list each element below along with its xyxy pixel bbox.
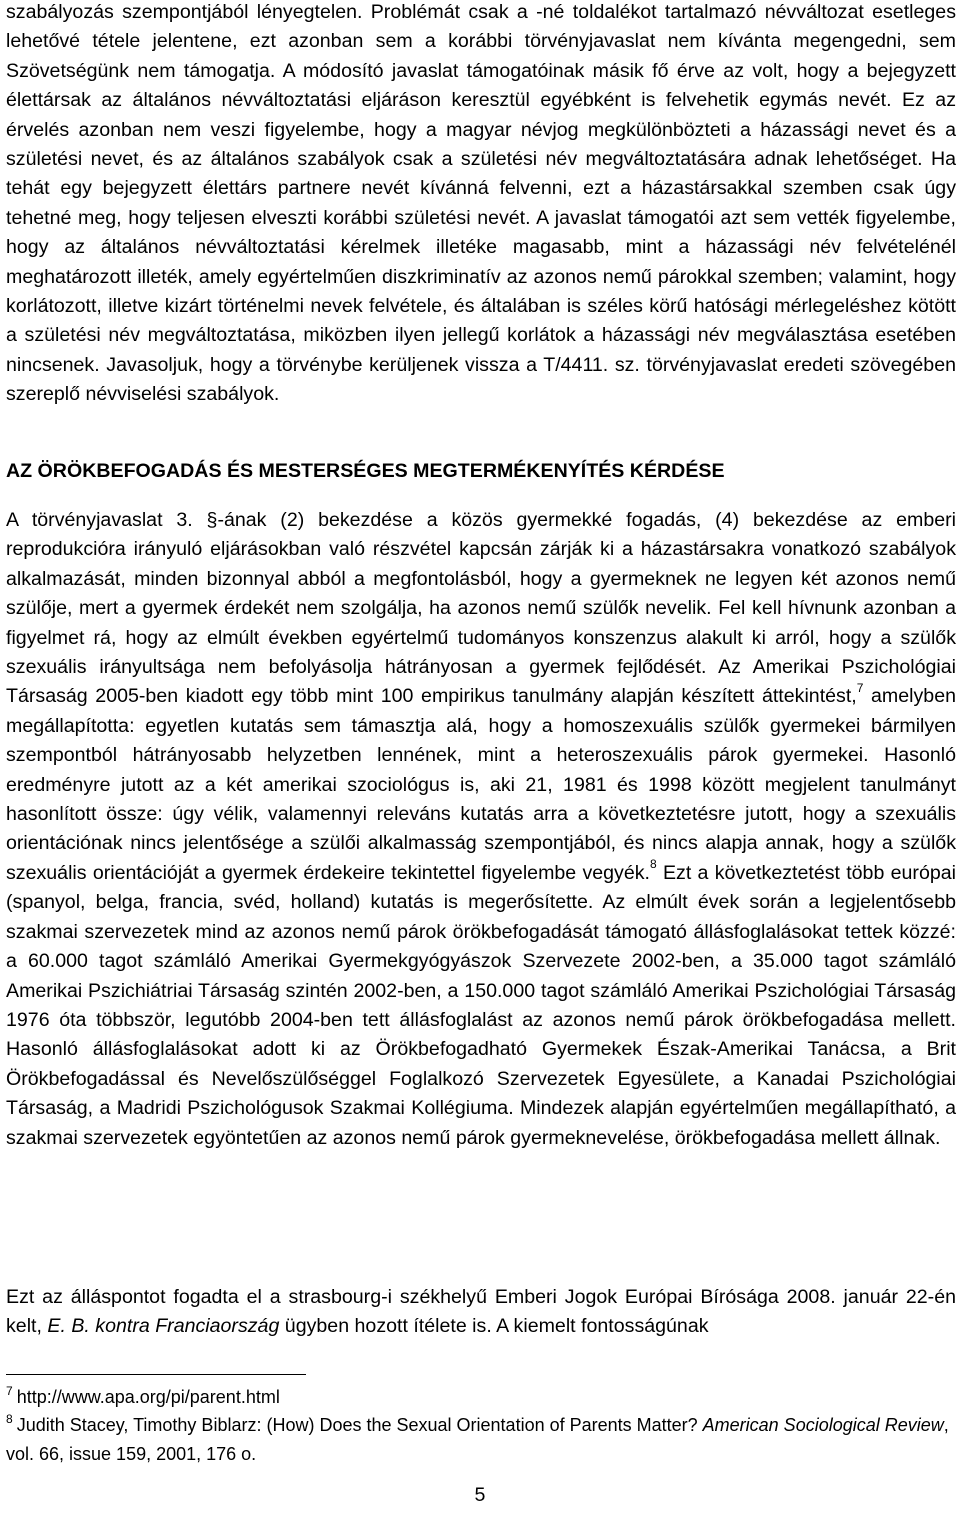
case-name: E. B. kontra Franciaország <box>47 1315 280 1338</box>
footnote-divider <box>6 1374 306 1375</box>
footnote-text: , vol. 66, issue 159, 2001, 176 o. <box>6 1415 949 1464</box>
journal-title: American Sociological Review <box>702 1415 944 1435</box>
paragraph-text: amelyben megállapította: egyetlen kutatás sem támasztja alá, hogy a homoszexuális szülők gyermekei bármilyen szempontból hátrányosabb helyzetben lennének, mint a heteroszexuális párok gyermekei. Hasonló eredményre jutott az a két amerikai szociológus is, aki 21, 1981 és 1998 között megjelent tanulmányt hasonlított össze: úgy vélik, valamennyi releváns kutatás arra a következtetésre jutott, hogy a szexuális orientációnak nincs jelentősége a szülői alkalmasság szempontjából, és nincs alapja annak, hogy a szülők szexuális orientációját a gyermek érdekeire tekintettel figyelembe vegyék. <box>6 685 956 884</box>
body-paragraph <box>6 1283 956 1342</box>
footnote-reference-8[interactable]: 8 <box>650 857 657 872</box>
body-paragraph <box>6 506 956 1153</box>
paragraph-text: Ezt a következtetést több európai (spanyol, belga, francia, svéd, holland) kutatás is megerősítette. Az elmúlt évek során a legjelentősebb szakmai szervezetek mind az azonos nemű párok örökbefogadását támogató állásfoglalásokat tettek közzé: a 60.000 tagot számláló Amerikai Gyermekgyógyászok Szervezete 2002-ben, a 35.000 tagot számláló Amerikai Pszichiátriai Társaság szintén 2002-ben, a 150.000 tagot számláló Amerikai Pszichológiai Társaság 1976 óta többször, legutóbb 2004-ben tett állásfoglalást az azonos nemű párok örökbefogadása mellett. Hasonló állásfoglalásokat adott ki az Örökbefogadható Gyermekek Észak-Amerikai Tanácsa, a Brit Örökbefogadással és Nevelőszülőséggel Foglalkozó Szervezetek Egyesülete, a Kanadai Pszichológiai Társaság, a Madridi Pszichológusok Szakmai Kollégiuma. Mindezek alapján egyértelműen megállapítható, a szakmai szervezetek egyöntetűen az azonos nemű párok gyermeknevelése, örökbefogadása mellett állnak. <box>6 861 956 1149</box>
footnote-mark: 7 <box>6 1384 13 1398</box>
footnote-mark: 8 <box>6 1412 13 1426</box>
paragraph-text: A törvényjavaslat 3. §-ának (2) bekezdése a közös gyermekké fogadás, (4) bekezdése az emberi reprodukcióra irányuló eljárásokban való részvétel kapcsán zárják ki a házastársakra vonatkozó szabályok alkalmazását, minden bizonnyal abból a megfontolásból, hogy a gyermeknek ne legyen két azonos nemű szülője, mert a gyermek érdekét nem szolgálja, ha azonos nemű szülők nevelik. Fel kell hívnunk azonban a figyelmet rá, hogy az elmúlt években egyértelmű tudományos konszenzus alakult ki arról, hogy a szülők szexuális irányultsága nem befolyásolja hátrányosan a gyermek fejlődését. Az Amerikai Pszichológiai Társaság 2005-ben kiadott egy több mint 100 empirikus tanulmány alapján készített áttekintést, <box>6 509 956 708</box>
paragraph-text: Ezt az álláspontot fogadta el a strasbourg-i székhelyű Emberi Jogok Európai Bírósága 2008. január 22-én kelt, <box>6 1286 956 1338</box>
footnote-text: Judith Stacey, Timothy Biblarz: (How) Does the Sexual Orientation of Parents Matter? <box>16 1415 703 1435</box>
body-paragraph: szabályozás szempontjából lényegtelen. Problémát csak a -né toldalékot tartalmazó névváltozat esetleges lehetővé tétele jelentene, ezt azonban sem a korábbi törvényjavaslat nem kívánta megengedni, sem Szövetségünk nem támogatja. A módosító javaslat támogatóinak másik fő érve az volt, hogy a bejegyzett élettársak az általános névváltoztatási eljáráson keresztül egyébként is felvehetik egymás nevét. Ez az érvelés azonban nem veszi figyelembe, hogy a magyar névjog megkülönbözteti a házassági nevet és a születési nevet, és az általános szabályok csak a születési név megváltoztatására adnak lehetőséget. Ha tehát egy bejegyzett élettárs partnere nevét kívánná felvenni, ezt a házastársakkal szemben csak úgy tehetné meg, hogy teljesen elveszti korábbi születési nevét. A javaslat támogatói azt sem vették figyelembe, hogy az általános névváltoztatási kérelmek illetéke magasabb, mint a házassági név felvételénél meghatározott illeték, amely egyértelműen diszkriminatív az azonos nemű párokkal szemben; valamint, hogy korlátozott, illetve kizárt történelmi nevek felvétele, és általában is széles körű hatósági mérlegeléshez kötött a születési név megváltoztatása, miközben ilyen jellegű korlátok a házassági név megválasztása esetében nincsenek. Javasoljuk, hogy a törvénybe kerüljenek vissza a T/4411. sz. törvényjavaslat eredeti szövegében szereplő névviselési szabályok. <box>6 1 956 406</box>
footnote-8 <box>6 1412 956 1468</box>
page-number: 5 <box>474 1484 486 1506</box>
footnote-link[interactable]: http://www.apa.org/pi/parent.html <box>16 1387 280 1407</box>
section-heading: AZ ÖRÖKBEFOGADÁS ÉS MESTERSÉGES MEGTERMÉKENYÍTÉS KÉRDÉSE <box>6 460 725 482</box>
footnote-reference-7[interactable]: 7 <box>856 680 864 695</box>
paragraph-text: ügyben hozott ítélete is. A kiemelt fontosságúnak <box>279 1315 709 1338</box>
footnote-7 <box>6 1384 956 1413</box>
